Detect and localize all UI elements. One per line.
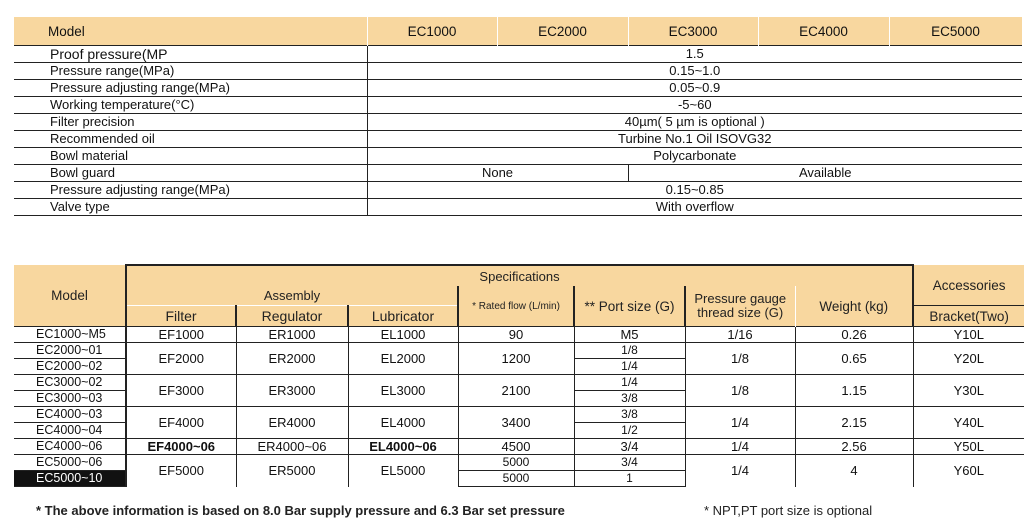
spec-label: Bowl material: [14, 148, 367, 165]
gauge-cell: 1/16: [685, 327, 795, 343]
spec-row: [14, 80, 1022, 97]
port-cell: M5: [574, 327, 685, 343]
regulator-cell: ER4000~06: [236, 439, 348, 455]
filter-cell: EF1000: [126, 327, 236, 343]
header-ec3000: EC3000: [628, 17, 758, 46]
bracket-cell: Y50L: [913, 439, 1024, 455]
header-filter: Filter: [126, 306, 236, 327]
header-ec1000: EC1000: [367, 17, 497, 46]
header-assembly: Assembly: [126, 286, 458, 306]
model-cell: EC4000~03: [14, 407, 126, 423]
regulator-cell: ER3000: [236, 375, 348, 407]
gauge-cell: 1/8: [685, 375, 795, 407]
model-cell: EC5000~06: [14, 455, 126, 471]
table-row: [14, 455, 1024, 471]
filter-cell: EF4000~06: [126, 439, 236, 455]
port-cell: 1/4: [574, 359, 685, 375]
footnote-port-size: * NPT,PT port size is optional: [704, 503, 873, 518]
spec-label: Working temperature(°C): [14, 97, 367, 114]
spec-row: [14, 131, 1022, 148]
general-specs-header-row: [14, 17, 1022, 46]
lubricator-cell: EL1000: [348, 327, 458, 343]
regulator-cell: ER2000: [236, 343, 348, 375]
header-gauge-thread: Pressure gauge thread size (G): [685, 286, 795, 327]
weight-cell: 0.65: [795, 343, 913, 375]
model-cell: EC3000~02: [14, 375, 126, 391]
spec-label: Pressure range(MPa): [14, 63, 367, 80]
spec-value: 0.15~0.85: [367, 182, 1022, 199]
flow-cell: 90: [458, 327, 574, 343]
bracket-cell: Y60L: [913, 455, 1024, 487]
table-row: [14, 439, 1024, 455]
model-cell: EC1000~M5: [14, 327, 126, 343]
spec-row: [14, 182, 1022, 199]
bracket-cell: Y30L: [913, 375, 1024, 407]
table-row: [14, 407, 1024, 423]
table-row: [14, 327, 1024, 343]
model-cell: EC2000~01: [14, 343, 126, 359]
filter-cell: EF5000: [126, 455, 236, 487]
footnote-pressure: * The above information is based on 8.0 Bar supply pressure and 6.3 Bar set pressure: [36, 503, 565, 518]
table-row: [14, 343, 1024, 359]
filter-cell: EF3000: [126, 375, 236, 407]
header-weight: Weight (kg): [795, 286, 913, 327]
port-cell: 1/2: [574, 423, 685, 439]
flow-cell: 3400: [458, 407, 574, 439]
spec-row: [14, 114, 1022, 131]
regulator-cell: ER1000: [236, 327, 348, 343]
regulator-cell: ER5000: [236, 455, 348, 487]
flow-cell: 4500: [458, 439, 574, 455]
header-model: Model: [14, 17, 367, 46]
general-specs-table: [14, 17, 1023, 216]
spec-label: Bowl guard: [14, 165, 367, 182]
header-specifications: Specifications: [126, 265, 913, 286]
flow-cell: 5000: [458, 455, 574, 471]
spec-row: [14, 63, 1022, 80]
port-cell: 3/8: [574, 407, 685, 423]
spec-header-row-2: [14, 286, 1024, 306]
lubricator-cell: EL2000: [348, 343, 458, 375]
spec-value: Polycarbonate: [367, 148, 1022, 165]
filter-cell: EF4000: [126, 407, 236, 439]
regulator-cell: ER4000: [236, 407, 348, 439]
spec-row: [14, 97, 1022, 114]
spec-label: Filter precision: [14, 114, 367, 131]
flow-cell: 5000: [458, 471, 574, 487]
spec-value: With overflow: [367, 199, 1022, 216]
spec-row: [14, 165, 1022, 182]
spec-row: [14, 46, 1022, 63]
header-lubricator: Lubricator: [348, 306, 458, 327]
spec-header-row-1: [14, 265, 1024, 286]
port-cell: 3/8: [574, 391, 685, 407]
spec-label: Pressure adjusting range(MPa): [14, 182, 367, 199]
port-cell: 1: [574, 471, 685, 487]
spec-label: Valve type: [14, 199, 367, 216]
spec-value: 40µm( 5 µm is optional ): [367, 114, 1022, 131]
spec-label: Pressure adjusting range(MPa): [14, 80, 367, 97]
model-cell: EC4000~06: [14, 439, 126, 455]
gauge-cell: 1/4: [685, 407, 795, 439]
model-cell: EC3000~03: [14, 391, 126, 407]
spec-value-left: None: [367, 165, 628, 182]
header-port-size: ** Port size (G): [574, 286, 685, 327]
header-accessories: Accessories: [913, 265, 1024, 306]
spec-value: -5~60: [367, 97, 1022, 114]
spec-value: 0.15~1.0: [367, 63, 1022, 80]
header-model: Model: [14, 265, 126, 327]
header-bracket: Bracket(Two): [913, 306, 1024, 327]
model-cell: EC5000~10: [14, 471, 126, 487]
weight-cell: 1.15: [795, 375, 913, 407]
weight-cell: 4: [795, 455, 913, 487]
spec-label: Proof pressure(MP: [14, 46, 367, 63]
port-cell: 1/8: [574, 343, 685, 359]
flow-cell: 1200: [458, 343, 574, 375]
table-row: [14, 375, 1024, 391]
header-ec4000: EC4000: [758, 17, 889, 46]
header-regulator: Regulator: [236, 306, 348, 327]
header-rated-flow: * Rated flow (L/min): [458, 286, 574, 327]
spec-value-right: Available: [628, 165, 1022, 182]
lubricator-cell: EL3000: [348, 375, 458, 407]
spec-value: 1.5: [367, 46, 1022, 63]
spec-value: Turbine No.1 Oil ISOVG32: [367, 131, 1022, 148]
weight-cell: 2.15: [795, 407, 913, 439]
bracket-cell: Y20L: [913, 343, 1024, 375]
header-ec2000: EC2000: [497, 17, 628, 46]
spec-row: [14, 199, 1022, 216]
weight-cell: 2.56: [795, 439, 913, 455]
gauge-cell: 1/8: [685, 343, 795, 375]
spec-row: [14, 148, 1022, 165]
model-cell: EC2000~02: [14, 359, 126, 375]
bracket-cell: Y40L: [913, 407, 1024, 439]
model-specs-table: [14, 264, 1024, 487]
model-cell: EC4000~04: [14, 423, 126, 439]
lubricator-cell: EL4000: [348, 407, 458, 439]
header-ec5000: EC5000: [889, 17, 1022, 46]
lubricator-cell: EL4000~06: [348, 439, 458, 455]
bracket-cell: Y10L: [913, 327, 1024, 343]
port-cell: 1/4: [574, 375, 685, 391]
gauge-cell: 1/4: [685, 455, 795, 487]
lubricator-cell: EL5000: [348, 455, 458, 487]
weight-cell: 0.26: [795, 327, 913, 343]
port-cell: 3/4: [574, 455, 685, 471]
gauge-cell: 1/4: [685, 439, 795, 455]
spec-value: 0.05~0.9: [367, 80, 1022, 97]
filter-cell: EF2000: [126, 343, 236, 375]
flow-cell: 2100: [458, 375, 574, 407]
spec-label: Recommended oil: [14, 131, 367, 148]
port-cell: 3/4: [574, 439, 685, 455]
